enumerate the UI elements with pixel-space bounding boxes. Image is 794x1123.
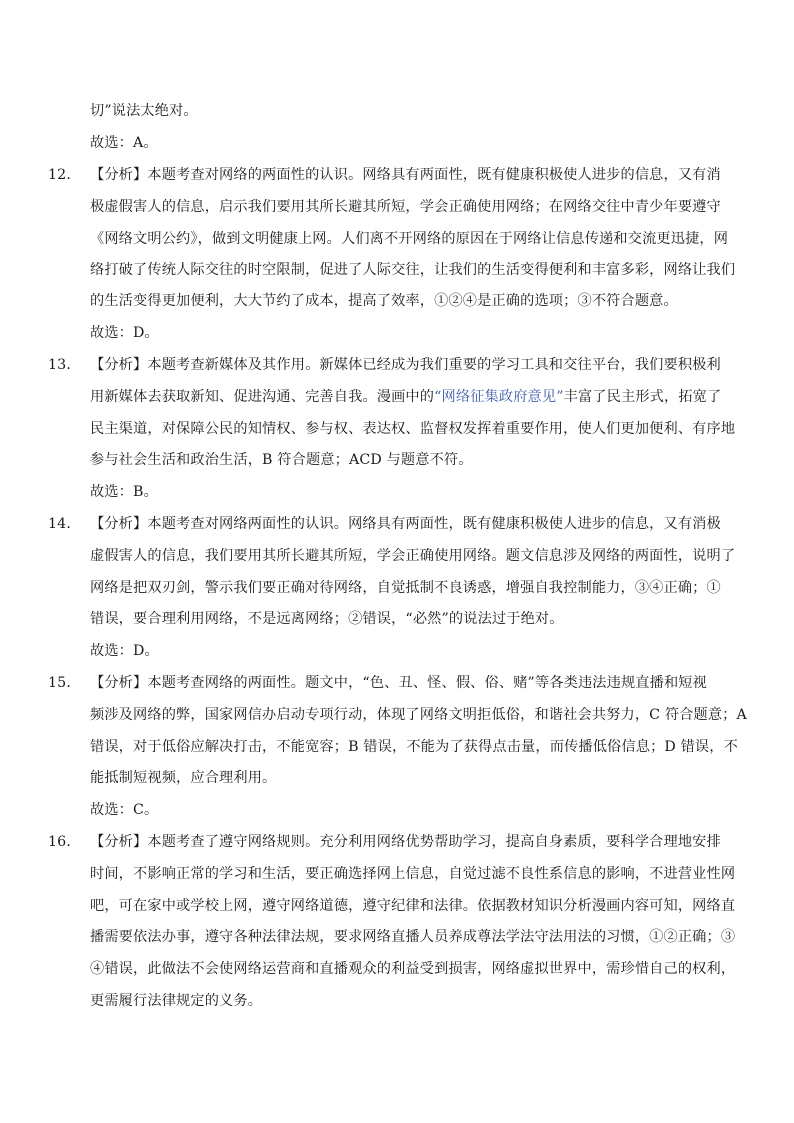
text-line: 极虚假害人的信息，启示我们要用其所长避其所短，学会正确使用网络；在网络交往中青少年要遵守 [90, 199, 721, 215]
question-text: 【分析】本题考查了遵守网络规则。充分利用网络优势帮助学习，提高自身素质，要科学合理地安排 [90, 834, 721, 850]
text-line: 频涉及网络的弊，国家网信办启动专项行动，体现了网络文明拒低俗，和谐社会共努力，C 符合题意；A [90, 707, 747, 723]
text-line: 参与社会生活和政治生活，B 符合题意；ACD 与题意不符。 [90, 452, 473, 468]
question-text: 【分析】本题考查新媒体及其作用。新媒体已经成为我们重要的学习工具和交往平台，我们要积极利 [90, 357, 721, 373]
question-number: 15． [48, 675, 81, 691]
text-line: 能抵制短视频，应合理利用。 [90, 770, 277, 786]
text-segment: 用新媒体去获取新知、促进沟通、完善自我。漫画中的 [90, 389, 435, 405]
text-line: ④错误，此做法不会使网络运营商和直播观众的利益受到损害，网络虚拟世界中，需珍惜自己的权利， [90, 961, 736, 977]
question-number: 16． [48, 834, 81, 850]
answer-line: 故选：C。 [90, 802, 159, 818]
text-line: 播需要依法办事，遵守各种法律法规，要求网络直播人员养成尊法学法守法用法的习惯，①②正确；③ [90, 929, 736, 945]
text-line: 的生活变得更加便利，大大节约了成本，提高了效率，①②④是正确的选项；③不符合题意。 [90, 293, 678, 309]
highlighted-quote: “网络征集政府意见” [434, 389, 564, 405]
question-13-first-line [48, 355, 721, 375]
question-16-first-line [48, 832, 721, 852]
text-line: 络打破了传统人际交往的时空限制，促进了人际交往，让我们的生活变得便利和丰富多彩，网络让我们 [90, 262, 736, 278]
text-line: 网络是把双刃剑，警示我们要正确对待网络，自觉抵制不良诱惑，增强自我控制能力，③④正确；① [90, 580, 721, 596]
text-line: 切”说法太绝对。 [90, 103, 198, 119]
text-line: 错误，对于低俗应解决打击，不能宽容；B 错误，不能为了获得点击量，而传播低俗信息；D 错误，不 [90, 739, 738, 755]
question-number: 12． [48, 167, 81, 183]
question-14-first-line [48, 514, 721, 534]
text-line: 错误，要合理利用网络，不是远离网络；②错误，“必然”的说法过于绝对。 [90, 611, 564, 627]
question-text: 【分析】本题考查对网络两面性的认识。网络具有两面性，既有健康积极使人进步的信息，又有消极 [90, 516, 721, 532]
answer-line: 故选：B。 [90, 484, 158, 500]
question-text: 【分析】本题考查网络的两面性。题文中，“色、丑、怪、假、俗、赌”等各类违法违规直播和短视 [90, 675, 707, 691]
answer-line: 故选：A。 [90, 135, 158, 151]
text-line: 《网络文明公约》，做到文明健康上网。人们离不开网络的原因在于网络让信息传递和交流更迅捷，网 [90, 231, 729, 247]
question-number: 14． [48, 516, 81, 532]
text-line: 吧，可在家中或学校上网，遵守网络道德，遵守纪律和法律。依据教材知识分析漫画内容可知，网络直 [90, 898, 736, 914]
question-15-first-line [48, 673, 707, 693]
question-12-first-line [48, 165, 721, 185]
text-segment: 丰富了民主形式，拓宽了 [563, 389, 722, 405]
text-line: 民主渠道，对保障公民的知情权、参与权、表达权、监督权发挥着重要作用，使人们更加便利、有序地 [90, 421, 736, 437]
question-number: 13． [48, 357, 81, 373]
answer-line: 故选：D。 [90, 325, 159, 341]
text-line: 时间，不影响正常的学习和生活，要正确选择网上信息，自觉过滤不良性系信息的影响，不进营业性网 [90, 866, 736, 882]
text-line: 更需履行法律规定的义务。 [90, 993, 263, 1009]
answer-line: 故选：D。 [90, 643, 159, 659]
text-line: 虚假害人的信息，我们要用其所长避其所短，学会正确使用网络。题文信息涉及网络的两面性，说明了 [90, 548, 736, 564]
text-line [90, 387, 721, 407]
question-text: 【分析】本题考查对网络的两面性的认识。网络具有两面性，既有健康积极使人进步的信息，又有消 [90, 167, 721, 183]
